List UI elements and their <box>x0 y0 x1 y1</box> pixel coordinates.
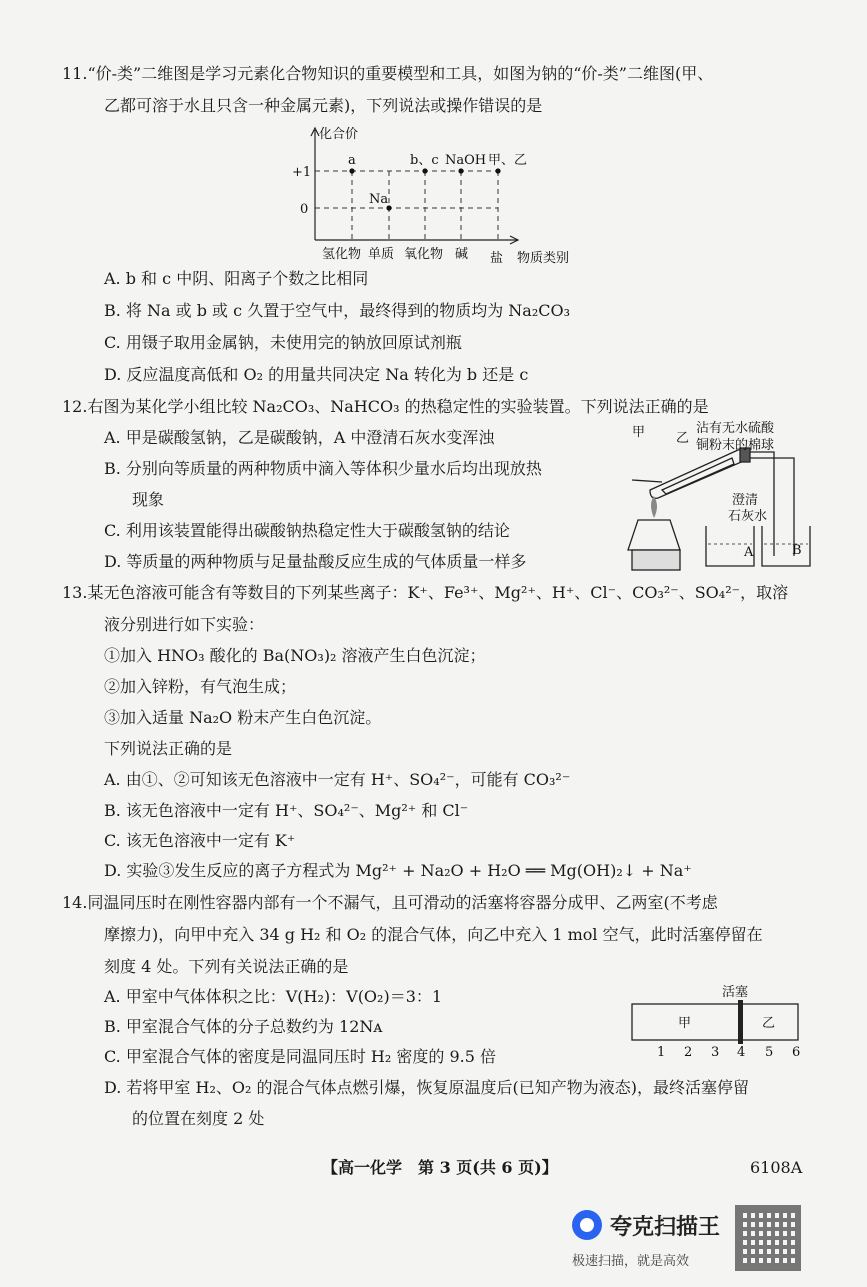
q13-step-2: ②加入锌粉，有气泡生成； <box>104 677 297 696</box>
alcohol-lamp <box>628 520 680 550</box>
beaker-b <box>762 526 810 566</box>
q11-option-c: C. 用镊子取用金属钠，未使用完的钠放回原试剂瓶 <box>104 333 462 352</box>
q14-stem-line3: 刻度 4 处。下列有关说法正确的是 <box>104 957 349 976</box>
point-a <box>349 168 354 173</box>
chamber-yi-label: 乙 <box>762 1016 776 1031</box>
x-cat-oxide: 氧化物 <box>404 247 444 262</box>
y-axis-label: 化合价 <box>319 127 359 142</box>
scale-1: 1 <box>657 1045 666 1060</box>
page-code: 6108A <box>750 1158 803 1177</box>
qr-code-icon <box>735 1205 801 1271</box>
fig-label-cotton-1: 沾有无水硫酸 <box>696 421 775 436</box>
q12-option-d: D. 等质量的两种物质与足量盐酸反应生成的气体质量一样多 <box>104 552 527 571</box>
q11-option-d: D. 反应温度高低和 O₂ 的用量共同决定 Na 转化为 b 还是 c <box>104 365 529 384</box>
q14-option-c: C. 甲室混合气体的密度是同温同压时 H₂ 密度的 9.5 倍 <box>104 1047 497 1066</box>
q12-option-b: B. 分别向等质量的两种物质中滴入等体积少量水后均出现放热 <box>104 459 542 478</box>
y-tick-0: 0 <box>300 202 309 217</box>
q14-option-d-cont: 的位置在刻度 2 处 <box>132 1109 265 1128</box>
fig-label-lime-1: 澄清 <box>732 493 759 508</box>
label-bc: b、c <box>410 153 439 168</box>
q14-stem-line2: 摩擦力)，向甲中充入 34 g H₂ 和 O₂ 的混合气体，向乙中充入 1 mol 空气，此时活塞停留在 <box>104 925 763 944</box>
q11-option-b: B. 将 Na 或 b 或 c 久置于空气中，最终得到的物质均为 Na₂CO₃ <box>104 301 571 320</box>
point-jia-yi <box>495 168 500 173</box>
q13-stem-line1: 13.某无色溶液可能含有等数目的下列某些离子：K⁺、Fe³⁺、Mg²⁺、H⁺、Cl⁻、CO₃²⁻、SO₄²⁻，取溶 <box>62 583 789 602</box>
q14-option-d: D. 若将甲室 H₂、O₂ 的混合气体点燃引爆，恢复原温度后(已知产物为液态)，最终活塞停留 <box>104 1078 749 1097</box>
q11-stem-line1: 11.“价-类”二维图是学习元素化合物知识的重要模型和工具，如图为钠的“价-类”二维图(甲、 <box>62 64 714 83</box>
logo-icon <box>580 1218 594 1232</box>
scanner-brand-name: 夸克扫描王 <box>610 1215 721 1240</box>
label-naoh: NaOH <box>445 153 487 168</box>
scale-3: 3 <box>711 1045 720 1060</box>
scale-5: 5 <box>765 1045 774 1060</box>
q13-prompt: 下列说法正确的是 <box>104 739 233 758</box>
x-cat-base: 碱 <box>455 247 469 262</box>
fig-label-yi: 乙 <box>676 431 690 446</box>
q13-option-c: C. 该无色溶液中一定有 K⁺ <box>104 831 296 850</box>
label-na: Na <box>369 192 389 207</box>
page-footer-title: 【高一化学 第 3 页(共 6 页)】 <box>322 1158 558 1177</box>
label-a: a <box>348 153 356 168</box>
q11-option-a: A. b 和 c 中阴、阳离子个数之比相同 <box>104 269 369 288</box>
x-axis-label: 物质类别 <box>517 251 570 266</box>
fig-label-jia: 甲 <box>632 425 646 440</box>
scanner-logo <box>572 1210 602 1240</box>
q14-option-b: B. 甲室混合气体的分子总数约为 12Nᴀ <box>104 1017 383 1036</box>
q13-option-b: B. 该无色溶液中一定有 H⁺、SO₄²⁻、Mg²⁺ 和 Cl⁻ <box>104 801 469 820</box>
valence-class-chart <box>282 122 592 272</box>
q13-option-d: D. 实验③发生反应的离子方程式为 Mg²⁺ + Na₂O + H₂O ══ Mg(OH)₂↓ + Na⁺ <box>104 861 692 880</box>
wooden-block <box>632 550 680 570</box>
label-jia-yi: 甲、乙 <box>488 153 528 168</box>
fig-label-a: A <box>744 545 754 560</box>
q14-stem-line1: 14.同温同压时在刚性容器内部有一个不漏气，且可滑动的活塞将容器分成甲、乙两室(不考虑 <box>62 893 718 912</box>
piston <box>738 1000 743 1044</box>
flame <box>651 496 657 518</box>
q12-option-b-cont: 现象 <box>132 490 165 509</box>
q12-option-a: A. 甲是碳酸氢钠，乙是碳酸钠，A 中澄清石灰水变浑浊 <box>104 428 495 447</box>
x-cat-salt: 盐 <box>490 251 504 266</box>
clamp <box>632 480 662 482</box>
q12-option-c: C. 利用该装置能得出碳酸钠热稳定性大于碳酸氢钠的结论 <box>104 521 510 540</box>
fig-label-b: B <box>792 543 802 558</box>
x-cat-element: 单质 <box>368 247 395 262</box>
q13-option-a: A. 由①、②可知该无色溶液中一定有 H⁺、SO₄²⁻，可能有 CO₃²⁻ <box>104 770 571 789</box>
q13-stem-line2: 液分别进行如下实验： <box>104 615 265 634</box>
piston-container-figure <box>622 982 808 1062</box>
x-cat-hydride: 氢化物 <box>322 247 362 262</box>
point-bc <box>422 168 427 173</box>
y-tick-plus1: +1 <box>292 165 312 180</box>
q14-option-a: A. 甲室中气体体积之比：V(H₂)：V(O₂)＝3：1 <box>104 987 443 1006</box>
q11-stem-line2: 乙都可溶于水且只含一种金属元素)，下列说法或操作错误的是 <box>104 96 543 115</box>
scale-6: 6 <box>792 1045 801 1060</box>
inner-test-tube <box>662 458 734 494</box>
fig-label-cotton-2: 铜粉末的棉球 <box>696 438 775 453</box>
piston-label: 活塞 <box>722 985 749 1000</box>
chamber-jia-label: 甲 <box>678 1016 692 1031</box>
heating-apparatus-figure <box>622 420 818 572</box>
scale-2: 2 <box>684 1045 693 1060</box>
scale-4: 4 <box>737 1045 746 1060</box>
scanner-slogan: 极速扫描，就是高效 <box>572 1254 690 1269</box>
fig-label-lime-2: 石灰水 <box>728 509 768 524</box>
q13-step-1: ①加入 HNO₃ 酸化的 Ba(NO₃)₂ 溶液产生白色沉淀； <box>104 646 486 665</box>
q12-stem: 12.右图为某化学小组比较 Na₂CO₃、NaHCO₃ 的热稳定性的实验装置。下列说法正确的是 <box>62 397 709 416</box>
q13-step-3: ③加入适量 Na₂O 粉末产生白色沉淀。 <box>104 708 382 727</box>
point-naoh <box>458 168 463 173</box>
